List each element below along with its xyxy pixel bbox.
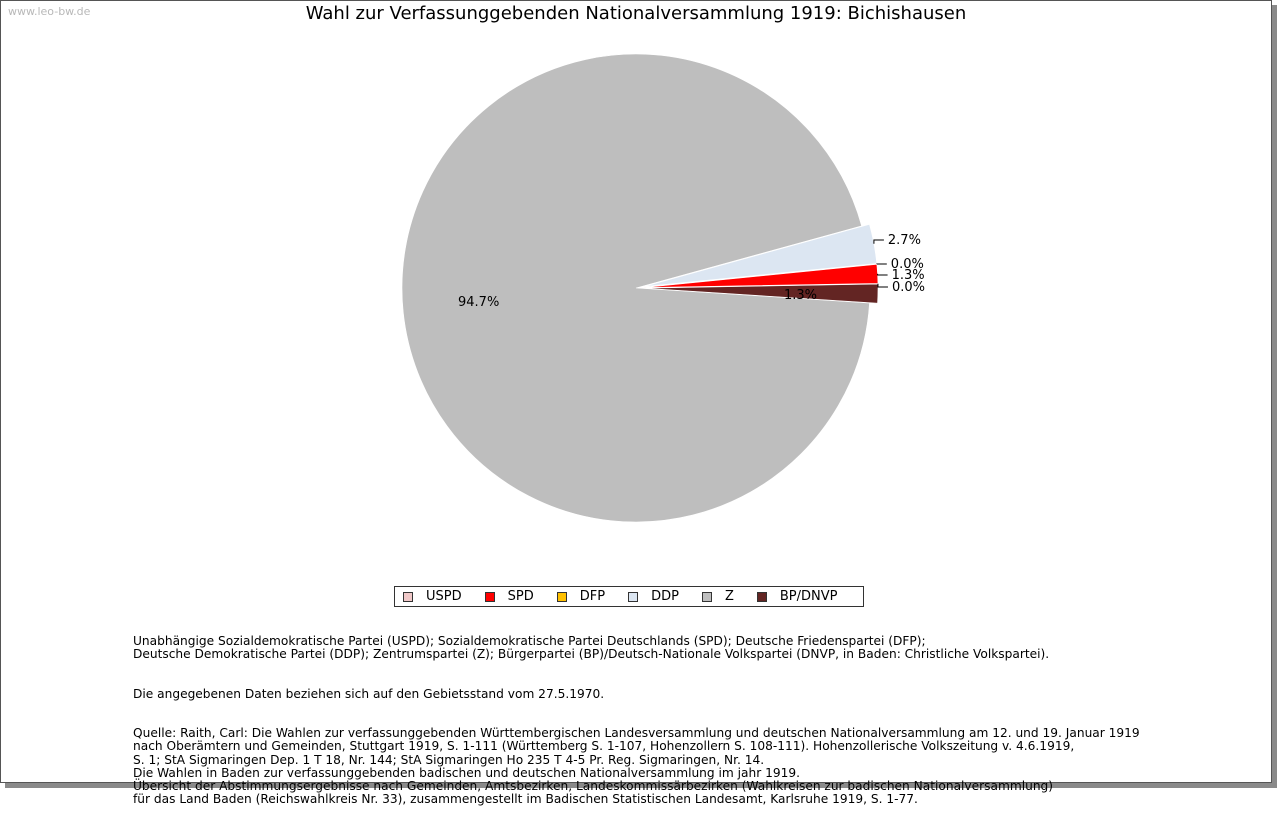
legend-item-z bbox=[702, 589, 734, 604]
legend-label: Z bbox=[725, 589, 734, 604]
legend-label: BP/DNVP bbox=[780, 589, 838, 604]
legend-item-uspd bbox=[403, 589, 462, 604]
slice-label-uspd: 0.0% bbox=[892, 280, 925, 295]
legend-swatch bbox=[757, 592, 767, 602]
legend bbox=[394, 586, 864, 607]
source-citation: Quelle: Raith, Carl: Die Wahlen zur verfassunggebenden Württembergischen Landesversammlung und deutschen Nationalversammlung am 12. und 19. Januar 1919 nach Oberämtern und Gemeinden, Stuttgart 1919, S. 1-111 (Württemberg S. 1-107, Hohenzollern S. 108-111). Hohenzollerische Volkszeitung v. 4.6.1919, S. 1; StA Sigmaringen Dep. 1 T 18, Nr. 144; StA Sigmaringen Ho 235 T 4-5 Pr. Reg. Sigmaringen, Nr. 14. Die Wahlen in Baden zur verfassunggebenden badischen und deutschen Nationalversammlung im jahr 1919. Übersicht der Abstimmungsergebnisse nach Gemeinden, Amtsbezirken, Landeskommissärbezirken (Wahlkreisen zur badischen Nationalversammlung) für das Land Baden (Reichswahlkreis Nr. 33), zusammengestellt im Badischen Statistischen Landesamt, Karlsruhe 1919, S. 1-77. bbox=[133, 727, 1233, 806]
legend-item-dfp bbox=[557, 589, 605, 604]
legend-swatch bbox=[628, 592, 638, 602]
leader-line-ddp bbox=[874, 240, 884, 244]
slice-label-ddp: 2.7% bbox=[888, 233, 921, 248]
slice-label-dfp: 0.0% bbox=[891, 257, 924, 272]
abbreviations-note: Unabhängige Sozialdemokratische Partei (USPD); Sozialdemokratische Partei Deutschlands (SPD); Deutsche Friedenspartei (DFP); Deutsche Demokratische Partei (DDP); Zentrumspartei (Z); Bürgerpartei (BP)/Deutsch-Nationale Volkspartei (DNVP, in Baden: Christliche Volkspartei). bbox=[133, 635, 1233, 661]
watermark: www.leo-bw.de bbox=[8, 5, 90, 18]
slice-label-z: 94.7% bbox=[458, 295, 499, 310]
legend-item-bp-dnvp bbox=[757, 589, 838, 604]
slice-label-bp-dnvp: 1.3% bbox=[784, 288, 817, 303]
legend-swatch bbox=[403, 592, 413, 602]
leader-line-uspd bbox=[878, 284, 888, 287]
slice-label-spd: 1.3% bbox=[892, 268, 925, 283]
legend-swatch bbox=[557, 592, 567, 602]
legend-label: DFP bbox=[580, 589, 605, 604]
leader-line-spd bbox=[878, 274, 888, 275]
source-notes bbox=[133, 622, 1233, 833]
legend-label: DDP bbox=[651, 589, 679, 604]
chart-title: Wahl zur Verfassunggebenden Nationalversammlung 1919: Bichishausen bbox=[0, 3, 1272, 24]
legend-label: USPD bbox=[426, 589, 462, 604]
legend-swatch bbox=[485, 592, 495, 602]
territory-note: Die angegebenen Daten beziehen sich auf den Gebietsstand vom 27.5.1970. bbox=[133, 688, 1233, 701]
legend-item-spd bbox=[485, 589, 534, 604]
legend-item-ddp bbox=[628, 589, 679, 604]
legend-swatch bbox=[702, 592, 712, 602]
legend-label: SPD bbox=[508, 589, 534, 604]
